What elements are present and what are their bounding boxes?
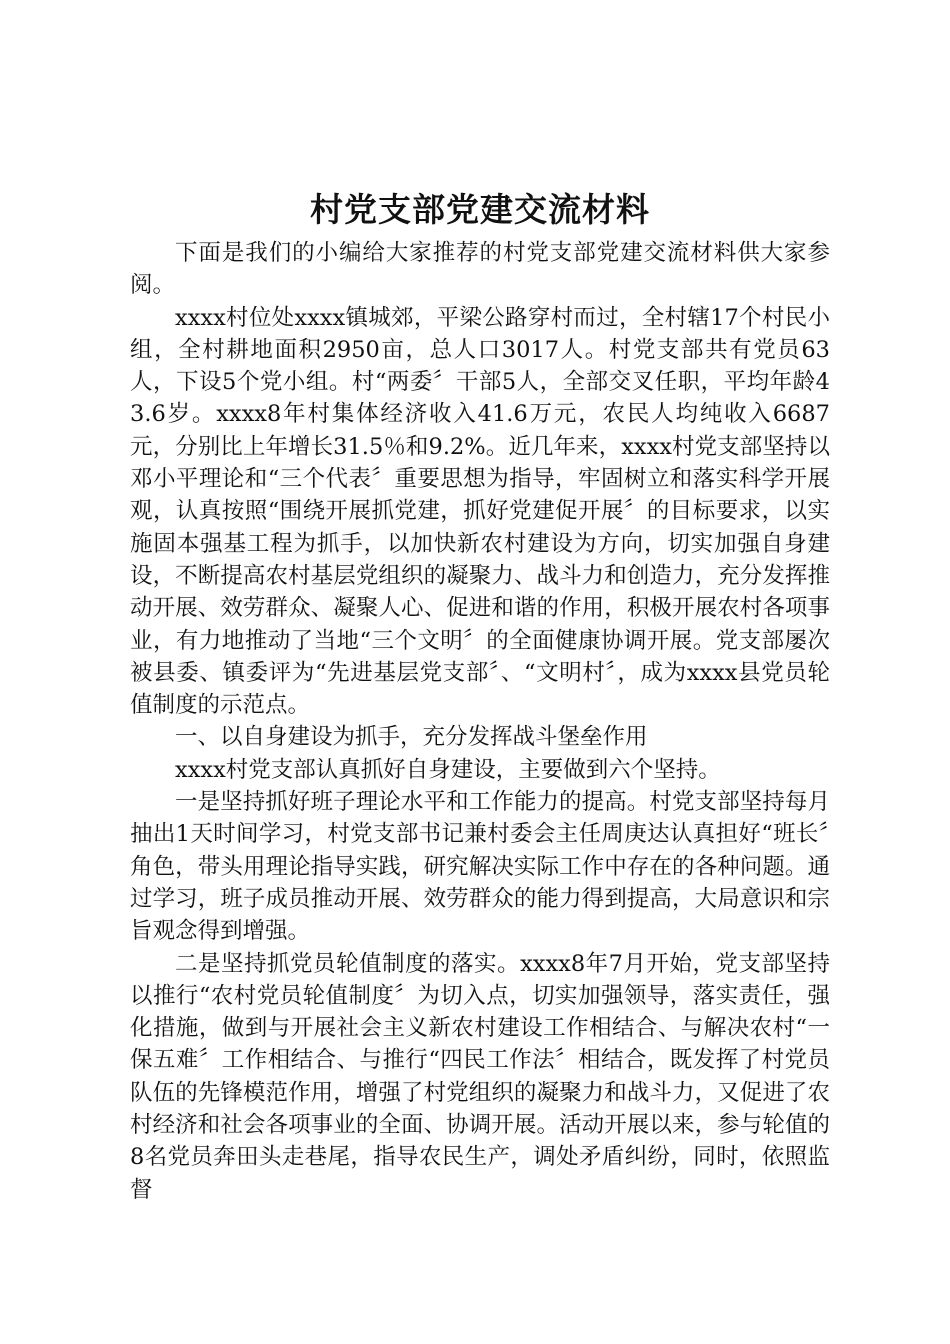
six-persistence-paragraph: xxxx村党支部认真抓好自身建设，主要做到六个坚持。 bbox=[175, 756, 721, 783]
village-overview-paragraph: xxxx村位处xxxx镇城郊，平梁公路穿村而过，全村辖17个村民小组，全村耕地面积2950亩，总人口3017人。村党支部共有党员63人，下设5个党小组。村“两委〞干部5人，全部交叉任职，平均年龄43.6岁。xxxx8年村集体经济收入41.6万元，农民人均纯收入6687元，分别比上年增长31.5％和9.2%。近几年来，xxxx村党支部坚持以邓小平理论和“三个代表〞重要思想为指导，牢固树立和落实科学开展观，认真按照“围绕开展抓党建，抓好党建促开展〞的目标要求，以实施固本强基工程为抓手，以加快新农村建设为方向，切实加强自身建设，不断提高农村基层党组织的凝聚力、战斗力和创造力，充分发挥推动开展、效劳群众、凝聚人心、促进和谐的作用，积极开展农村各项事业，有力地推动了当地“三个文明〞的全面健康协调开展。党支部屡次被县委、镇委评为“先进基层党支部〞、“文明村〞，成为xxxx县党员轮值制度的示范点。 bbox=[130, 304, 830, 719]
intro-paragraph: 下面是我们的小编给大家推荐的村党支部党建交流材料供大家参阅。 bbox=[130, 240, 830, 299]
point-two-paragraph: 二是坚持抓党员轮值制度的落实。xxxx8年7月开始，党支部坚持以推行“农村党员轮值制度〞为切入点，切实加强领导，落实责任，强化措施，做到与开展社会主义新农村建设工作相结合、与解决农村“一保五难〞工作相结合、与推行“四民工作法〞相结合，既发挥了村党员队伍的先锋模范作用，增强了村党组织的凝聚力和战斗力，又促进了农村经济和社会各项事业的全面、协调开展。活动开展以来，参与轮值的8名党员奔田头走巷尾，指导农民生产，调处矛盾纠纷，同时，依照监督 bbox=[130, 950, 830, 1203]
point-one-paragraph: 一是坚持抓好班子理论水平和工作能力的提高。村党支部坚持每月抽出1天时间学习，村党支部书记兼村委会主任周庚达认真担好“班长〞角色，带头用理论指导实践，研究解决实际工作中存在的各种问题。通过学习，班子成员推动开展、效劳群众的能力得到提高，大局意识和宗旨观念得到增强。 bbox=[130, 789, 830, 945]
document-page bbox=[130, 185, 830, 1206]
document-title: 村党支部党建交流材料 bbox=[310, 190, 650, 229]
section-heading-1: 一、以自身建设为抓手，充分发挥战斗堡垒作用 bbox=[175, 724, 648, 751]
